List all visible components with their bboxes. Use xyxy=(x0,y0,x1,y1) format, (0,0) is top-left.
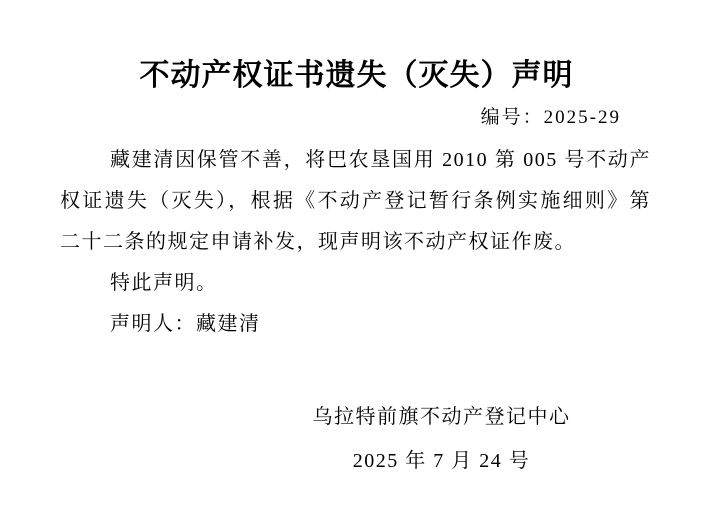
issue-date: 2025 年 7 月 24 号 xyxy=(352,450,531,472)
declarant-label: 声明人： xyxy=(110,313,196,335)
document-number-line xyxy=(0,103,713,133)
issuer-name: 乌拉特前旗不动产登记中心 xyxy=(312,406,571,428)
document-number-label: 编号： xyxy=(480,107,544,128)
document-number-value: 2025-29 xyxy=(543,107,621,128)
declaration-body: 藏建清因保管不善，将巴农垦国用 2010 第 005 号不动产权证遗失（灭失），根据《不动产登记暂行条例实施细则》第二十二条的规定申请补发，现声明该不动产权证作废。 xyxy=(60,149,651,253)
page-title: 不动产权证书遗失（灭失）声明 xyxy=(139,59,574,92)
signature-block xyxy=(170,395,713,483)
declarant-name: 藏建清 xyxy=(196,313,261,335)
declarant-line xyxy=(60,304,651,345)
closing-statement: 特此声明。 xyxy=(110,272,218,294)
document-body-block xyxy=(60,140,651,345)
